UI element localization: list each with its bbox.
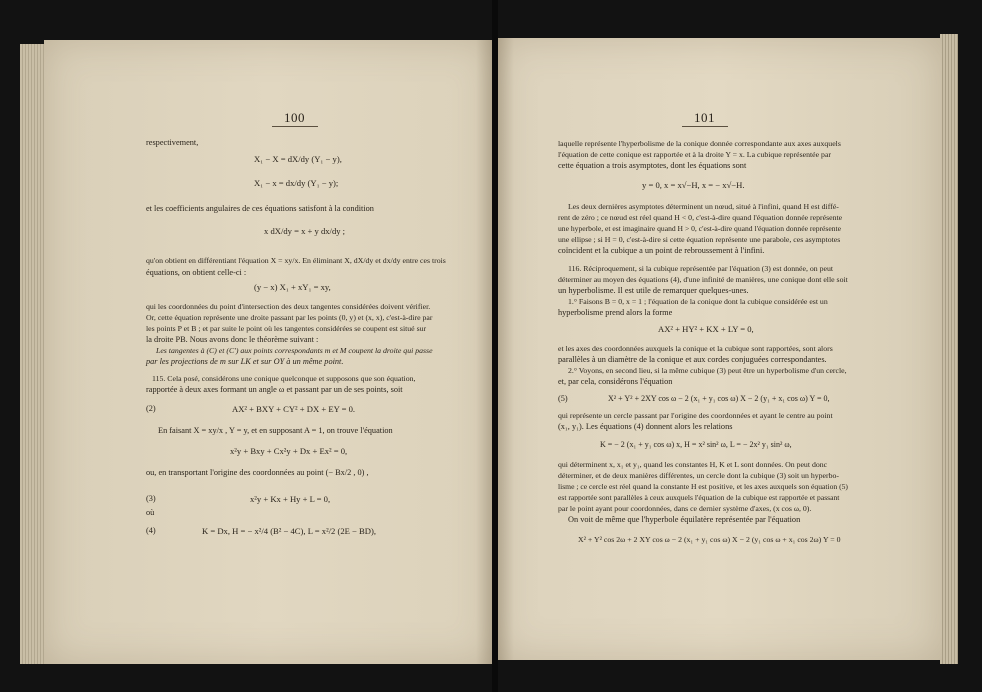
equation: K = − 2 (x₁ + y₁ cos ω) x, H = x² sin² ω, L = − 2x² y₁ sin² ω, [600, 440, 792, 449]
text-line: équations, on obtient celle-ci : [146, 268, 247, 277]
text-line: 1.° Faisons B = 0, x = 1 ; l'équation de la conique dont la cubique considérée est un [568, 297, 828, 306]
equation-number: (2) [146, 404, 156, 413]
text-line: déterminer au moyen des équations (4), d'une infinité de manières, une conique dont elle soit [558, 275, 848, 284]
theorem-line: par les projections de m sur LK et sur OY à un même point. [146, 357, 344, 366]
text-line: laquelle représente l'hyperbolisme de la conique donnée correspondante aux axes auxquels [558, 139, 841, 148]
equation: X₁ − x = dx/dy (Y₁ − y); [254, 178, 339, 188]
equation: K = Dx, H = − x²/4 (B² − 4C), L = x²/2 (2E − BD), [202, 526, 376, 536]
text-line: qu'on obtient en différentiant l'équation X = xy/x. En éliminant X, dX/dy et dx/dy entre ces trois [146, 256, 446, 265]
text-line: déterminer, et de deux manières différentes, un cercle dont la cubique (3) soit un hyperbo- [558, 471, 839, 480]
equation: (y − x) X₁ + xY₁ = xy, [254, 282, 331, 292]
text-line: qui représente un cercle passant par l'origine des coordonnées et ayant le centre au point [558, 411, 833, 420]
text-line: qui déterminent x, x₁ et y₁, quand les constantes H, K et L sont données. On peut donc [558, 460, 828, 469]
text-line: rent de zéro ; ce nœud est réel quand H < 0, c'est-à-dire quand l'équation donnée représente [558, 213, 843, 222]
text-line: coïncident et la cubique a un point de rebroussement à l'infini. [558, 246, 765, 255]
text-line: (x₁, y₁). Les équations (4) donnent alors les relations [558, 422, 733, 431]
text-line: les points P et B ; et par suite le point où les tangentes considérées se coupent est situé sur [146, 324, 427, 333]
text-line: et, par cela, considérons l'équation [558, 377, 673, 386]
text-line: la droite PB. Nous avons donc le théorème suivant : [146, 335, 319, 344]
equation: y = 0, x = x√−H, x = − x√−H. [642, 180, 745, 190]
text-line: par le point ayant pour coordonnées, dans ce dernier système d'axes, (x cos ω, 0). [558, 504, 812, 513]
page-number: 100 [284, 110, 305, 125]
text-line: une hyperbole, et est imaginaire quand H > 0, c'est-à-dire quand l'équation donnée représente [558, 224, 842, 233]
section-116: 116. Réciproquement, si la cubique représentée par l'équation (3) est donnée, on peut [568, 264, 834, 273]
equation: x²y + Kx + Hy + L = 0, [250, 494, 331, 504]
text-line: hyperbolisme prend alors la forme [558, 308, 673, 317]
left-page [44, 40, 494, 664]
theorem-line: Les tangentes à (C) et (C') aux points correspondants m et M coupent la droite qui passe [156, 346, 433, 355]
equation: AX² + HY² + KX + LY = 0, [658, 324, 754, 334]
equation: X² + Y² + 2XY cos ω − 2 (x₁ + y₁ cos ω) X − 2 (y₁ + x₁ cos ω) Y = 0, [608, 394, 830, 403]
text-line: Les deux dernières asymptotes déterminent un nœud, situé à l'infini, quand H est diffé- [568, 202, 839, 211]
text-line: En faisant X = xy/x , Y = y, et en supposant A = 1, on trouve l'équation [158, 426, 393, 435]
equation-number: (4) [146, 526, 156, 535]
section-115: 115. Cela posé, considérons une conique quelconque et supposons que son équation, [152, 374, 416, 383]
text-line: rapportée à deux axes formant un angle ω et passant par un de ses points, soit [146, 385, 403, 394]
text-line: et les coefficients angulaires de ces équations satisfont à la condition [146, 204, 374, 213]
header-rule [272, 126, 318, 127]
right-page [496, 38, 942, 660]
text-line: parallèles à un diamètre de la conique et aux cordes conjuguées correspondantes. [558, 355, 827, 364]
page-stack-right [940, 34, 958, 664]
text-line: On voit de même que l'hyperbole équilatère représentée par l'équation [568, 515, 801, 524]
header-rule [682, 126, 728, 127]
text-line: et les axes des coordonnées auxquels la conique et la cubique sont rapportées, sont alors [558, 344, 833, 353]
text-line: un hyperbolisme. Il est utile de remarquer quelques-unes. [558, 286, 749, 295]
equation: x²y + Bxy + Cx²y + Dx + Ex² = 0, [230, 446, 348, 456]
text-line: respectivement, [146, 138, 199, 147]
equation-number: (5) [558, 394, 568, 403]
equation: x dX/dy = x + y dx/dy ; [264, 226, 346, 236]
text-line: l'équation de cette conique est rapportée et à la droite Y = x. La cubique représentée par [558, 150, 832, 159]
text-line: Or, cette équation représente une droite passant par les points (0, y) et (x, x), c'est-à-dire par [146, 313, 433, 322]
text-line: qui les coordonnées du point d'intersection des deux tangentes considérées doivent vérifier. [146, 302, 431, 311]
text-line: 2.° Voyons, en second lieu, si la même cubique (3) peut être un hyperbolisme d'un cercle, [568, 366, 847, 375]
text-line: est rapportée sont parallèles à ceux auxquels l'équation de la cubique est rapportée et passant [558, 493, 840, 502]
equation: X₁ − X = dX/dy (Y₁ − y), [254, 154, 342, 164]
text-line: lisme ; ce cercle est réel quand la constante H est positive, et les axes auxquels son équation (5) [558, 482, 848, 491]
equation-number: (3) [146, 494, 156, 503]
text-line: une ellipse ; si H = 0, c'est-à-dire si cette équation représente une parabole, ces asymptotes [558, 235, 841, 244]
equation: AX² + BXY + CY² + DX + EY = 0. [232, 404, 356, 414]
text-line: ou, en transportant l'origine des coordonnées au point (− Bx/2 , 0) , [146, 468, 369, 477]
text-line: cette équation a trois asymptotes, dont les équations sont [558, 161, 747, 170]
page-number: 101 [694, 110, 715, 125]
book-spine [492, 0, 498, 692]
equation: X² + Y² cos 2ω + 2 XY cos ω − 2 (x₁ + y₁ cos ω) X − 2 (y₁ cos ω + x₁ cos 2ω) Y = 0 [578, 535, 841, 544]
text-line: où [146, 508, 155, 517]
